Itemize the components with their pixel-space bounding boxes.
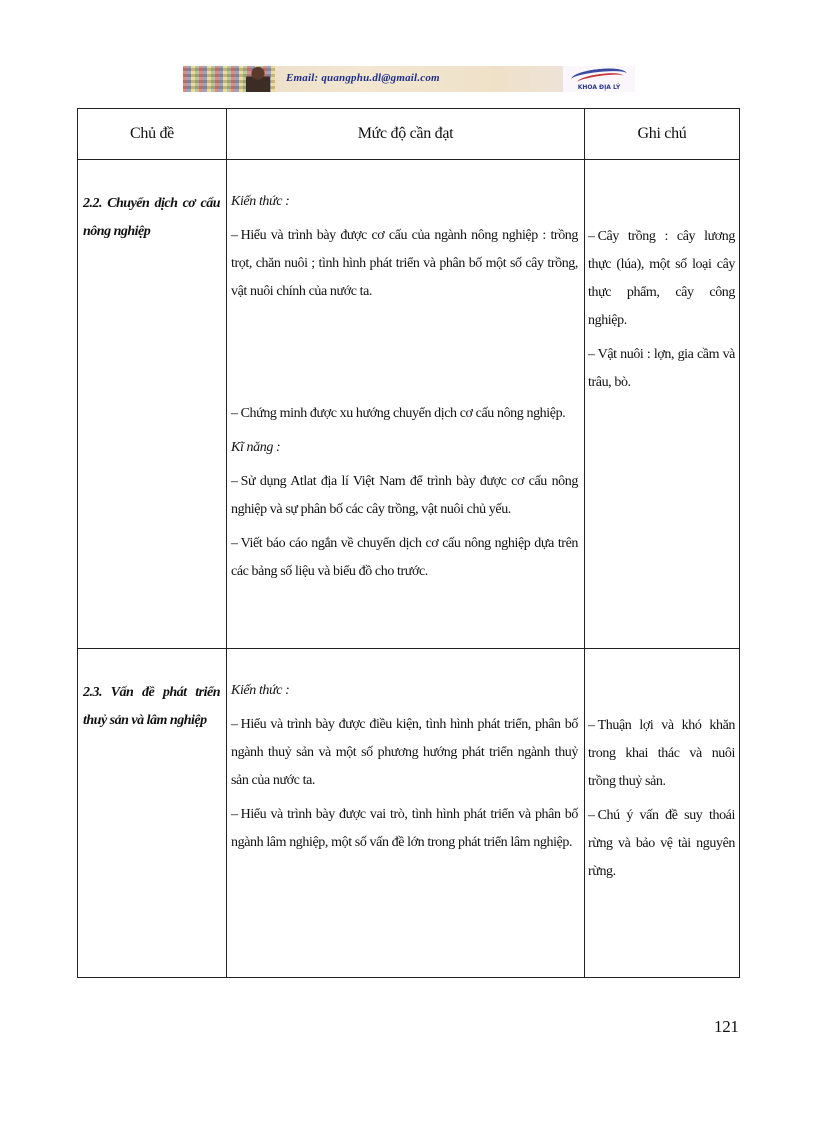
note-item: – Vật nuôi : lợn, gia cầm và trâu, bò. [588, 347, 735, 390]
skill-item: – Viết báo cáo ngắn về chuyển dịch cơ cấu nông nghiệp dựa trên các bảng số liệu và biểu đồ cho trước. [231, 536, 578, 579]
dash-bullet: – [588, 718, 595, 733]
dash-bullet: – [231, 474, 238, 489]
dash-bullet: – [231, 228, 238, 243]
page-number: 121 [714, 1017, 739, 1036]
knowledge-label: Kiến thức : [231, 683, 290, 698]
banner-email: Email: quangphu.dl@gmail.com [286, 72, 440, 84]
logo-text: KHOA ĐỊA LÝ [577, 84, 621, 91]
header-requirement: Mức độ cần đạt [227, 109, 585, 160]
dash-bullet: – [588, 808, 595, 823]
dash-bullet: – [231, 807, 238, 822]
topic-title: 2.2. Chuyển dịch cơ cấu nông nghiệp [83, 196, 220, 239]
header-topic: Chủ đề [78, 109, 227, 160]
table-row [78, 160, 740, 649]
knowledge-item: – Hiểu và trình bày được vai trò, tình hình phát triển và phân bố ngành lâm nghiệp, một số vấn đề lớn trong phát triển lâm nghiệp. [231, 807, 578, 850]
knowledge-item: – Chứng minh được xu hướng chuyển dịch cơ cấu nông nghiệp. [231, 406, 566, 421]
knowledge-label: Kiến thức : [231, 194, 290, 209]
notes-cell [585, 160, 740, 649]
note-item: – Chú ý vấn đề suy thoái rừng và bảo vệ tài nguyên rừng. [588, 808, 735, 879]
requirement-cell [227, 160, 585, 649]
header-notes: Ghi chú [585, 109, 740, 160]
note-item: – Thuận lợi và khó khăn trong khai thác và nuôi trồng thuỷ sản. [588, 718, 735, 789]
dash-bullet: – [231, 717, 238, 732]
knowledge-item: – Hiểu và trình bày được cơ cấu của ngành nông nghiệp : trồng trọt, chăn nuôi ; tình hình phát triển và phân bố một số cây trồng, vật nuôi chính của nước ta. [231, 228, 578, 299]
requirement-cell [227, 649, 585, 978]
knowledge-item: – Hiểu và trình bày được điều kiện, tình hình phát triển, phân bố ngành thuỷ sản và một số phương hướng phát triển ngành thuỷ sản của nước ta. [231, 717, 578, 788]
topic-cell [78, 649, 227, 978]
table-row [78, 649, 740, 978]
dash-bullet: – [588, 347, 595, 362]
banner-person-image [246, 66, 270, 92]
curriculum-table [77, 108, 740, 978]
skills-label: Kĩ năng : [231, 440, 281, 455]
table-header-row [78, 109, 740, 160]
skill-item: – Sử dụng Atlat địa lí Việt Nam để trình bày được cơ cấu nông nghiệp và sự phân bố các cây trồng, vật nuôi chủ yếu. [231, 474, 578, 517]
notes-cell [585, 649, 740, 978]
note-item: – Cây trồng : cây lương thực (lúa), một số loại cây thực phẩm, cây công nghiệp. [588, 229, 735, 328]
dash-bullet: – [231, 536, 238, 551]
header-banner [183, 66, 635, 92]
dash-bullet: – [588, 229, 595, 244]
dash-bullet: – [231, 406, 238, 421]
topic-cell [78, 160, 227, 649]
topic-title: 2.3. Vấn đề phát triển thuỷ sản và lâm nghiệp [83, 685, 220, 728]
banner-logo [563, 66, 635, 92]
